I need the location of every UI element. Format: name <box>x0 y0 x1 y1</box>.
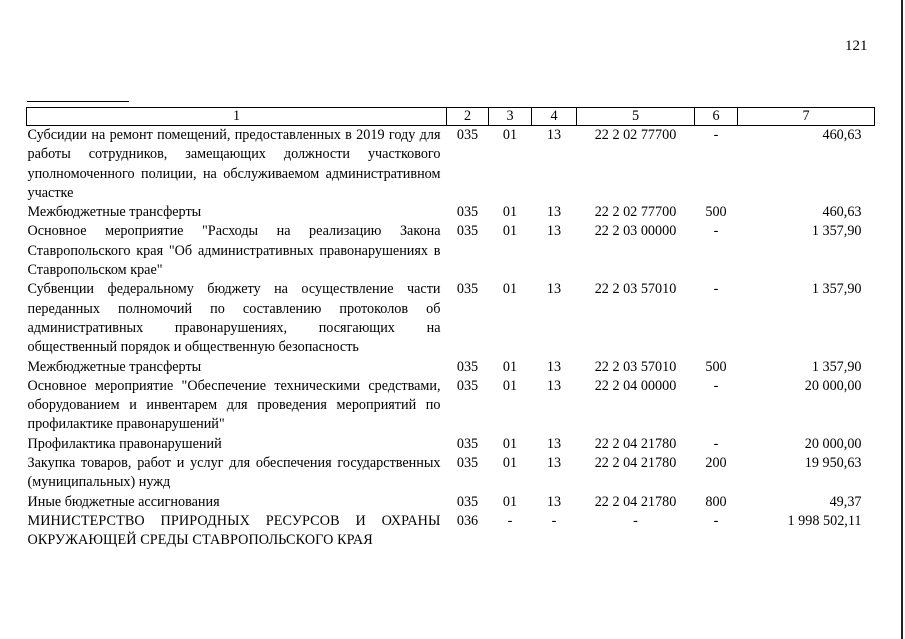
row-ministry-code: 036 <box>456 512 479 529</box>
row-expense-type: 500 <box>705 204 727 221</box>
row-section: - <box>507 512 513 529</box>
row-section: 01 <box>502 493 518 510</box>
row-target-article: 22 2 03 57010 <box>594 281 677 298</box>
row-target-article: 22 2 04 21780 <box>594 435 677 452</box>
row-amount: 19 950,63 <box>804 455 862 472</box>
row-name: Закупка товаров, работ и услуг для обеспечения государственных (муниципальных) нужд <box>27 455 441 491</box>
row-subsection: - <box>551 512 557 529</box>
budget-table <box>26 107 875 551</box>
row-subsection: 13 <box>546 455 562 472</box>
column-header: 6 <box>695 108 738 126</box>
row-name: Субвенции федеральному бюджету на осуществление части переданных полномочий по составлению протоколов об административных правонарушениях, посягающих на общественный порядок и общественную безопасность <box>27 281 441 356</box>
row-target-article: - <box>633 512 638 529</box>
row-subsection: 13 <box>546 127 562 143</box>
row-ministry-code: 035 <box>456 455 479 472</box>
row-target-article: 22 2 03 57010 <box>594 358 677 375</box>
scan-edge-line <box>901 0 903 639</box>
row-ministry-code: 035 <box>456 358 479 375</box>
row-subsection: 13 <box>546 358 562 375</box>
row-target-article: 22 2 02 77700 <box>594 204 677 221</box>
row-ministry-code: 035 <box>456 204 479 221</box>
row-ministry-code: 035 <box>456 493 479 510</box>
column-header: 3 <box>489 108 532 126</box>
row-expense-type: - <box>713 435 719 452</box>
row-name: Основное мероприятие "Обеспечение техническими средствами, оборудованием и инвентарем для проведения мероприятий по профилактике правонарушений" <box>27 377 441 433</box>
column-numbers-row <box>27 108 875 126</box>
row-expense-type: - <box>713 223 719 240</box>
row-ministry-code: 035 <box>456 223 479 240</box>
row-amount: 1 357,90 <box>811 358 862 375</box>
table-row <box>27 358 875 377</box>
row-section: 01 <box>502 204 518 221</box>
row-section: 01 <box>502 223 518 240</box>
row-expense-type: 800 <box>705 493 727 510</box>
row-name: Профилактика правонарушений <box>27 435 222 452</box>
column-header: 1 <box>27 108 447 126</box>
row-target-article: 22 2 04 21780 <box>594 493 677 510</box>
row-section: 01 <box>502 127 518 143</box>
column-header: 4 <box>532 108 577 126</box>
row-name: Основное мероприятие "Расходы на реализацию Закона Ставропольского края "Об административных правонарушениях в Ставропольском крае" <box>27 223 441 279</box>
column-header: 7 <box>738 108 875 126</box>
row-section: 01 <box>502 358 518 375</box>
column-header: 2 <box>447 108 489 126</box>
row-target-article: 22 2 04 21780 <box>594 455 677 472</box>
table-row <box>27 126 875 204</box>
table-row <box>27 512 875 551</box>
row-amount: 460,63 <box>822 127 862 143</box>
row-amount: 1 357,90 <box>811 223 862 240</box>
table-row <box>27 493 875 512</box>
column-header: 5 <box>577 108 695 126</box>
row-amount: 20 000,00 <box>804 377 862 394</box>
row-subsection: 13 <box>546 281 562 298</box>
row-name: МИНИСТЕРСТВО ПРИРОДНЫХ РЕСУРСОВ И ОХРАНЫ ОКРУЖАЮЩЕЙ СРЕДЫ СТАВРОПОЛЬСКОГО КРАЯ <box>27 512 441 549</box>
row-section: 01 <box>502 435 518 452</box>
table-row <box>27 222 875 280</box>
table-row <box>27 203 875 222</box>
table-row <box>27 454 875 493</box>
row-target-article: 22 2 04 00000 <box>594 377 677 394</box>
row-subsection: 13 <box>546 435 562 452</box>
row-subsection: 13 <box>546 223 562 240</box>
row-name: Субсидии на ремонт помещений, предоставленных в 2019 году для работы сотрудников, замещающих должности участкового уполномоченного полиции, на обслуживаемом административном участке <box>27 127 441 201</box>
row-ministry-code: 035 <box>456 377 479 394</box>
row-amount: 20 000,00 <box>804 435 862 452</box>
row-expense-type: 500 <box>705 358 727 375</box>
row-section: 01 <box>502 377 518 394</box>
row-amount: 49,37 <box>829 493 862 510</box>
row-amount: 1 357,90 <box>811 281 862 298</box>
row-section: 01 <box>502 281 518 298</box>
table-row <box>27 377 875 435</box>
row-section: 01 <box>502 455 518 472</box>
row-subsection: 13 <box>546 377 562 394</box>
row-subsection: 13 <box>546 204 562 221</box>
row-amount: 1 998 502,11 <box>787 512 862 529</box>
row-ministry-code: 035 <box>456 435 479 452</box>
row-target-article: 22 2 03 00000 <box>594 223 677 240</box>
row-expense-type: - <box>713 127 719 143</box>
table-row <box>27 435 875 454</box>
row-expense-type: - <box>713 281 719 298</box>
row-ministry-code: 035 <box>456 127 479 143</box>
row-expense-type: - <box>713 512 719 529</box>
row-subsection: 13 <box>546 493 562 510</box>
row-expense-type: - <box>713 377 719 394</box>
page-number: 121 <box>845 38 868 54</box>
row-ministry-code: 035 <box>456 281 479 298</box>
row-amount: 460,63 <box>822 204 862 221</box>
row-name: Межбюджетные трансферты <box>27 358 202 375</box>
row-name: Иные бюджетные ассигнования <box>27 493 220 510</box>
table-row <box>27 280 875 357</box>
row-expense-type: 200 <box>705 455 727 472</box>
row-name: Межбюджетные трансферты <box>27 204 202 221</box>
row-target-article: 22 2 02 77700 <box>594 127 677 143</box>
scan-mark <box>27 101 129 102</box>
